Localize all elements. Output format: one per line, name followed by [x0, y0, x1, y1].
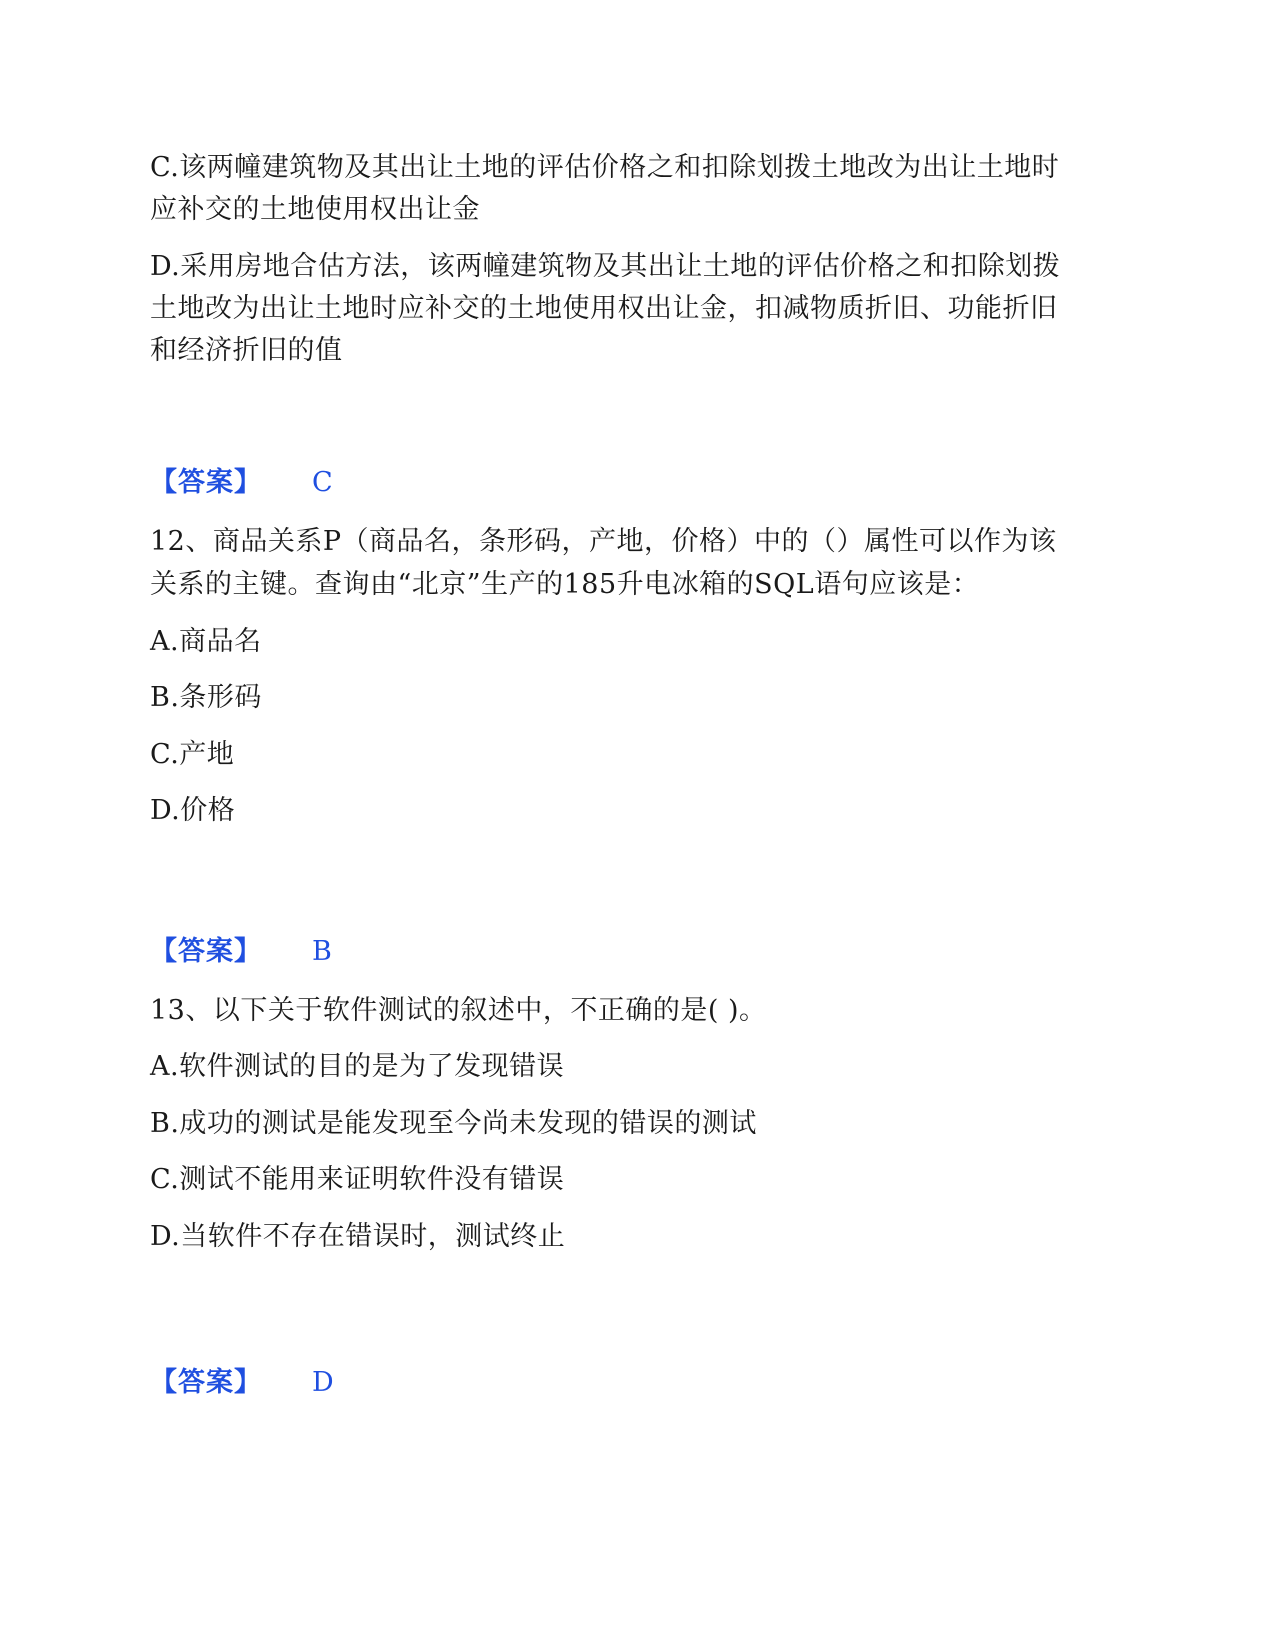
- q11-option-c-line-1: C.该两幢建筑物及其出让土地的评估价格之和扣除划拨土地改为出让土地时: [150, 152, 1060, 183]
- q11-option-c-line-2: 应补交的土地使用权出让金: [150, 194, 480, 225]
- q12-answer-label: 【答案】: [150, 936, 262, 967]
- q13-option-d: D.当软件不存在错误时，测试终止: [150, 1221, 566, 1252]
- q13-option-c: C.测试不能用来证明软件没有错误: [150, 1164, 565, 1195]
- q13-stem: 13、以下关于软件测试的叙述中，不正确的是( )。: [150, 995, 767, 1026]
- q12-answer: [150, 932, 332, 972]
- q11-answer-value: C: [312, 467, 333, 498]
- q11-answer: [150, 463, 333, 503]
- q12-option-d: D.价格: [150, 795, 236, 826]
- q12-option-c: C.产地: [150, 739, 235, 770]
- q11-option-d-line-3: 和经济折旧的值: [150, 335, 343, 366]
- q13-answer: [150, 1363, 334, 1403]
- q11-answer-label: 【答案】: [150, 467, 262, 498]
- q11-option-d-line-1: D.采用房地合估方法，该两幢建筑物及其出让土地的评估价格之和扣除划拨: [150, 251, 1061, 282]
- q12-stem-line-2: 关系的主键。查询由“北京”生产的185升电冰箱的SQL语句应该是：: [150, 569, 980, 600]
- q13-option-b: B.成功的测试是能发现至今尚未发现的错误的测试: [150, 1108, 757, 1139]
- q12-option-a: A.商品名: [150, 626, 262, 657]
- q12-option-b: B.条形码: [150, 682, 262, 713]
- q13-answer-value: D: [312, 1367, 334, 1398]
- q11-option-d-line-2: 土地改为出让土地时应补交的土地使用权出让金，扣减物质折旧、功能折旧: [150, 293, 1058, 324]
- q12-answer-value: B: [312, 936, 332, 967]
- q13-option-a: A.软件测试的目的是为了发现错误: [150, 1051, 565, 1082]
- q12-stem-line-1: 12、商品关系P（商品名，条形码，产地，价格）中的（）属性可以作为该: [150, 526, 1057, 557]
- q13-answer-label: 【答案】: [150, 1367, 262, 1398]
